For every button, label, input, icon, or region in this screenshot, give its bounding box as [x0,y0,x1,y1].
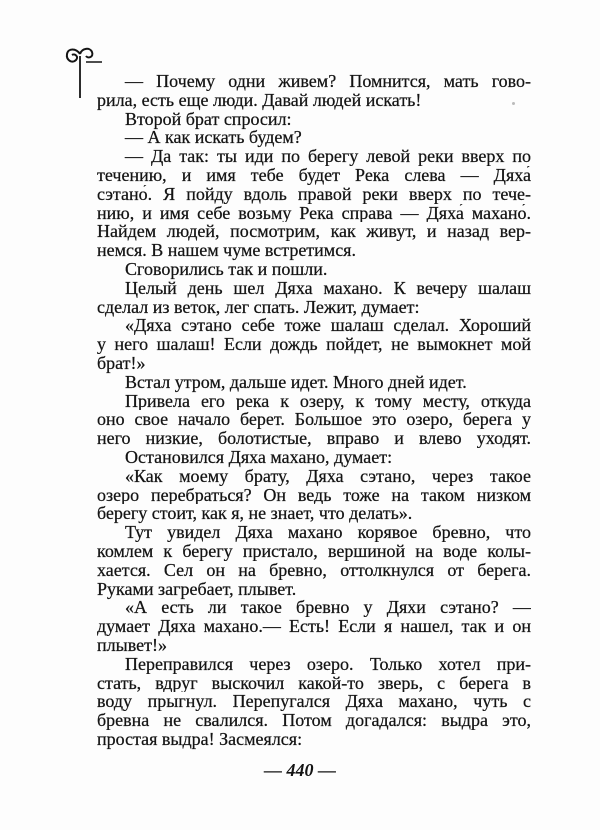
text-line: простая выдра! Засмеялся: [97,728,303,749]
text-line: воду прыгнул. Перепугался Дяха махано, чуть с [97,692,531,712]
text-line: «Как моему брату, Дяха сэтано, через такое [125,466,531,486]
text-line: Сговорились так и пошли. [125,258,328,279]
text-line: озеро перебраться? Он ведь тоже на таком низком [97,485,531,505]
text-line: Встал утром, дальше идет. Много дней идет. [125,371,467,392]
text-line: немся. В нашем чуме встретимся. [97,240,356,261]
text-line: него низкие, болотистые, вправо и влево уходят. [97,429,531,448]
text-line: оно свое начало берет. Большое это озеро, берега у [97,410,531,430]
text-line: течению, и имя тебе будет Река слева — Дяха́ [97,165,531,185]
text-line: Найдем людей, посмотрим, как живут, и назад вер- [97,222,531,242]
page-number: — 440 — [264,760,336,780]
text-line: сэтано́. Я пойду вдоль правой реки вверх по тече- [97,184,531,204]
text-line: сделал из веток, лег спать. Лежит, думает: [97,296,420,317]
text-line: Тут увидел Дяха махано корявое бревно, что [125,523,531,542]
text-line: хается. Сел он на бревно, оттолкнулся от берега. [97,560,531,580]
text-line: — А как искать будем? [125,127,302,148]
text-line: у него шалаш! Если дождь пойдет, не вымокнет мой [97,335,531,354]
text-line: берегу стоит, как я, не знает, что делать». [97,503,413,524]
text-line: бревна не свалился. Потом догадался: выдра это, [97,711,531,730]
text-line: Привела его река к озеру, к тому месту, откуда [125,391,531,411]
text-line: рила, есть еще люди. Давай людей искать! [97,89,422,110]
text-line: «А есть ли такое бревно у Дяхи сэтано? — [125,598,531,618]
text-line: комлем к берегу пристало, вершиной на воде колы- [97,541,531,561]
text-line: плывет!» [97,634,167,655]
text-line: Целый день шел Дяха махано. К вечеру шалаш [125,278,531,298]
text-line: думает Дяха махано.— Есть! Если я нашел, так и он [97,617,531,636]
text-line: — Почему одни живем? Помнится, мать гово- [125,72,531,91]
text-line: — Да так: ты иди по берегу левой реки вверх по [125,147,531,166]
text-line: Руками загребает, плывет. [97,578,297,599]
page-body-text [97,72,531,749]
text-line: Остановился Дяха махано, думает: [125,446,393,467]
text-line: стать, вдруг выскочил какой-то зверь, с берега в [97,673,531,693]
text-line: нию, и имя себе возьму Река справа — Дяха́ махано́. [97,203,531,223]
text-line: брат!» [97,352,146,373]
text-line: Переправился через озеро. Только хотел при- [125,654,531,674]
text-line: Второй брат спросил: [125,108,292,129]
text-line: «Дяха сэтано себе тоже шалаш сделал. Хороший [125,316,531,336]
